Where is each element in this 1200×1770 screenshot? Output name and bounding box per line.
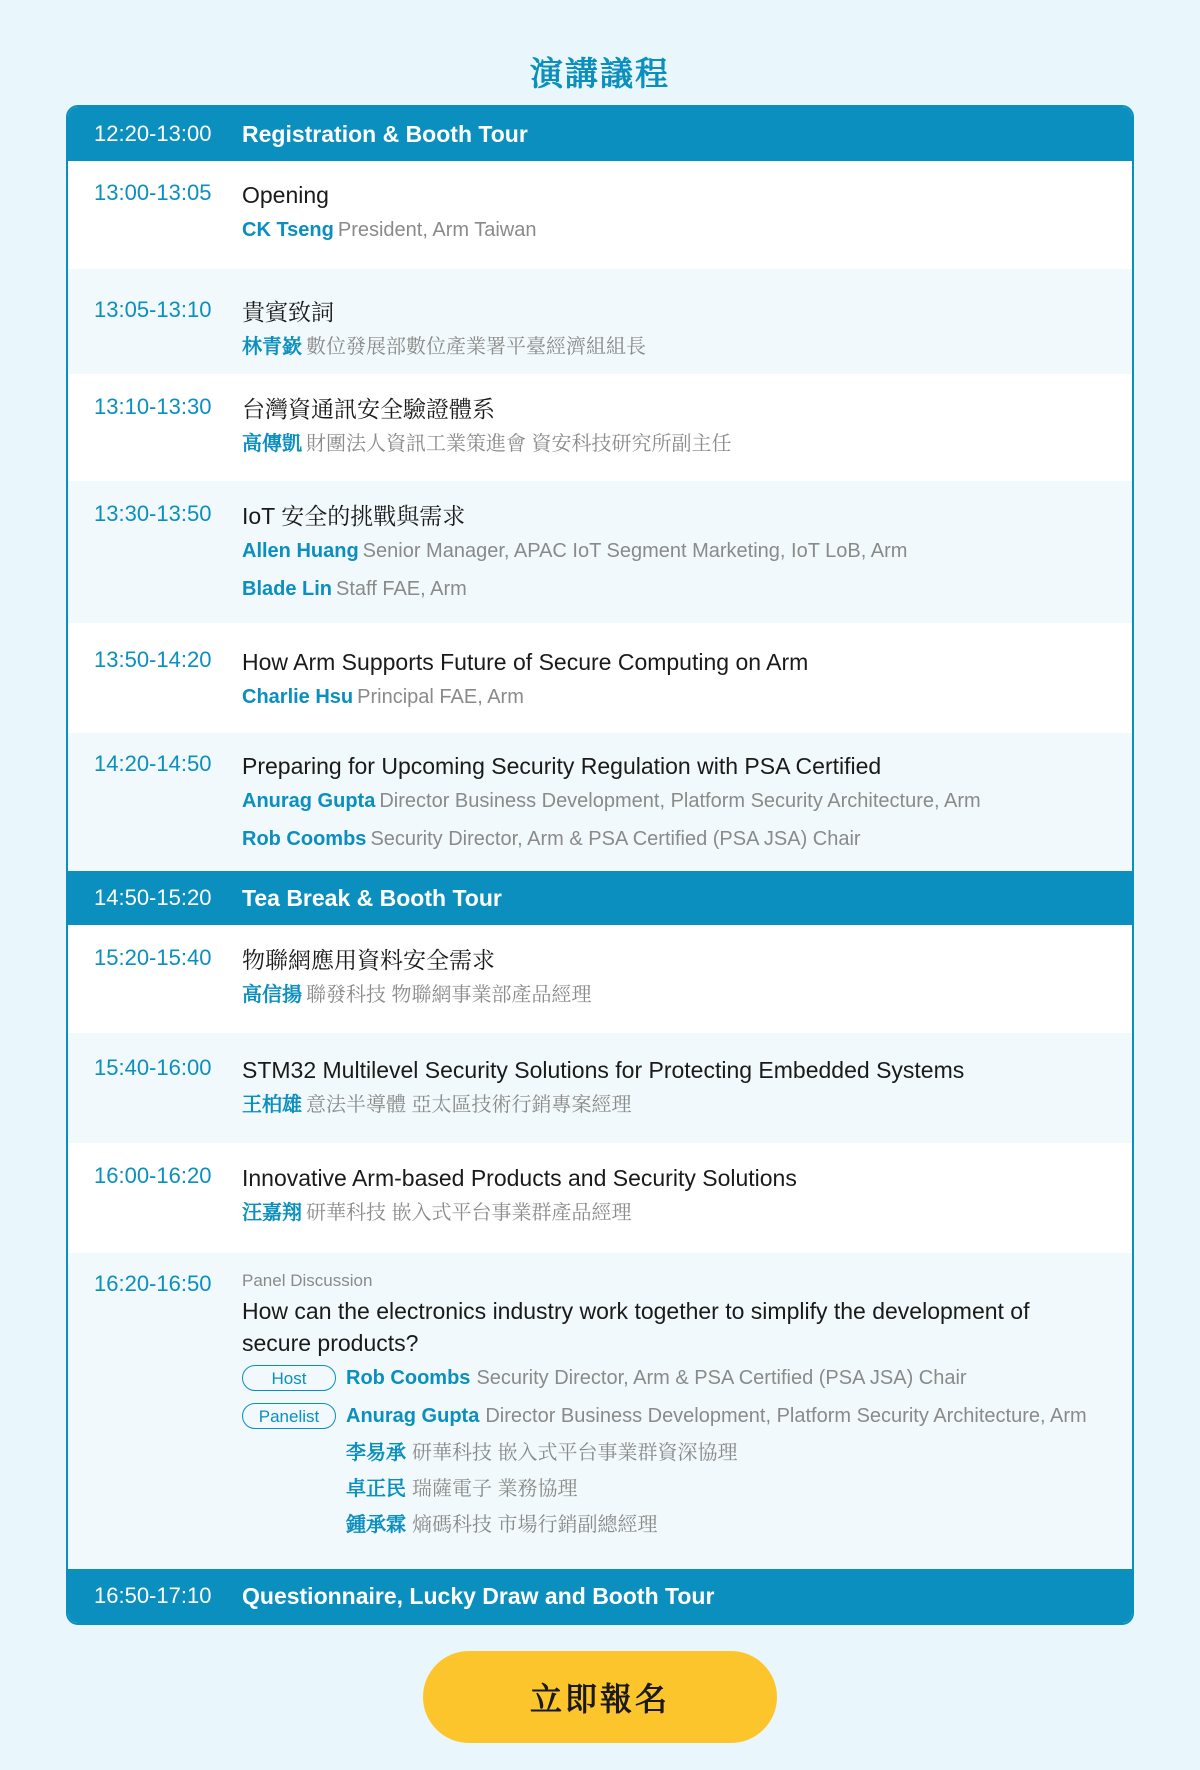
speaker bbox=[242, 577, 1122, 601]
agenda-row bbox=[68, 1143, 1132, 1253]
session-time: 13:05-13:10 bbox=[94, 297, 212, 322]
speaker-role: 數位發展部數位產業署平臺經濟組組長 bbox=[306, 336, 646, 358]
agenda-row bbox=[68, 1033, 1132, 1143]
speaker-name: 汪嘉翔 bbox=[242, 1202, 302, 1224]
speaker-role: 研華科技 嵌入式平台事業群產品經理 bbox=[306, 1202, 632, 1224]
speaker-name: Anurag Gupta bbox=[242, 790, 376, 812]
session-title: Opening bbox=[242, 182, 329, 208]
agenda-row bbox=[68, 623, 1132, 733]
speaker-role: 熵碼科技 市場行銷副總經理 bbox=[412, 1514, 658, 1536]
speaker-name: 王柏雄 bbox=[242, 1094, 302, 1116]
speaker-name: Rob Coombs bbox=[346, 1367, 471, 1389]
speaker-role: 研華科技 嵌入式平台事業群資深協理 bbox=[412, 1442, 738, 1464]
panelist-line bbox=[242, 1441, 1122, 1465]
session-time: 15:40-16:00 bbox=[94, 1055, 212, 1080]
speaker-role: Senior Manager, APAC IoT Segment Marketing, IoT LoB, Arm bbox=[362, 540, 908, 562]
speaker bbox=[242, 539, 1122, 563]
session-time: 14:20-14:50 bbox=[94, 751, 212, 776]
session-time: 15:20-15:40 bbox=[94, 945, 212, 970]
session-title: Preparing for Upcoming Security Regulation with PSA Certified bbox=[242, 753, 882, 779]
speaker-role: Director Business Development, Platform Security Architecture, Arm bbox=[485, 1405, 1087, 1427]
session-title: How Arm Supports Future of Secure Computing on Arm bbox=[242, 649, 809, 675]
agenda-band-row bbox=[68, 1569, 1132, 1623]
agenda-row bbox=[68, 481, 1132, 623]
session-title: IoT 安全的挑戰與需求 bbox=[242, 503, 466, 529]
session-title: 台灣資通訊安全驗證體系 bbox=[242, 396, 495, 422]
session-title: 物聯網應用資料安全需求 bbox=[242, 947, 495, 973]
page-title: 演講議程 bbox=[530, 55, 670, 92]
speaker-name: Anurag Gupta bbox=[346, 1405, 480, 1427]
agenda-row bbox=[68, 374, 1132, 481]
speaker-name: Rob Coombs bbox=[242, 828, 367, 850]
speaker-name: Allen Huang bbox=[242, 540, 359, 562]
speaker-role: Principal FAE, Arm bbox=[357, 686, 524, 708]
panelist-badge: Panelist bbox=[242, 1403, 336, 1429]
session-time: 13:00-13:05 bbox=[94, 180, 212, 205]
speaker bbox=[242, 685, 1122, 709]
agenda-table bbox=[66, 105, 1134, 1625]
session-time: 16:20-16:50 bbox=[94, 1271, 212, 1296]
session-time: 16:50-17:10 bbox=[94, 1583, 212, 1608]
speaker-role: 瑞薩電子 業務協理 bbox=[412, 1478, 578, 1500]
speaker bbox=[242, 218, 1122, 242]
speaker-role: Security Director, Arm & PSA Certified (PSA JSA) Chair bbox=[370, 828, 861, 850]
agenda-row bbox=[68, 161, 1132, 269]
panel-row bbox=[68, 1253, 1132, 1569]
host-line bbox=[242, 1365, 1122, 1391]
panelist-line bbox=[242, 1513, 1122, 1537]
session-time: 13:10-13:30 bbox=[94, 394, 212, 419]
agenda-row bbox=[68, 733, 1132, 871]
session-time: 13:50-14:20 bbox=[94, 647, 212, 672]
speaker-role: 財團法人資訊工業策進會 資安科技研究所副主任 bbox=[306, 433, 732, 455]
speaker-name: 卓正民 bbox=[346, 1478, 406, 1500]
speaker-role: 意法半導體 亞太區技術行銷專案經理 bbox=[306, 1094, 632, 1116]
speaker-name: CK Tseng bbox=[242, 219, 334, 241]
speaker-role: Director Business Development, Platform Security Architecture, Arm bbox=[379, 790, 981, 812]
speaker-name: 李易承 bbox=[346, 1442, 406, 1464]
speaker bbox=[242, 1201, 1122, 1225]
agenda-row bbox=[68, 925, 1132, 1033]
speaker-role: 聯發科技 物聯網事業部產品經理 bbox=[306, 984, 592, 1006]
session-title: STM32 Multilevel Security Solutions for Protecting Embedded Systems bbox=[242, 1057, 965, 1083]
agenda-row bbox=[68, 269, 1132, 374]
session-time: 16:00-16:20 bbox=[94, 1163, 212, 1188]
speaker bbox=[242, 335, 1122, 359]
speaker bbox=[242, 432, 1122, 456]
speaker-role: Staff FAE, Arm bbox=[336, 578, 467, 600]
speaker bbox=[242, 983, 1122, 1007]
speaker-name: 鍾承霖 bbox=[346, 1514, 406, 1536]
speaker bbox=[242, 789, 1122, 813]
agenda-band-row bbox=[68, 871, 1132, 925]
speaker-name: 高傳凱 bbox=[242, 433, 302, 455]
panelist-line bbox=[242, 1477, 1122, 1501]
speaker-name: 高信揚 bbox=[242, 984, 302, 1006]
speaker-name: Charlie Hsu bbox=[242, 686, 354, 708]
session-time: 12:20-13:00 bbox=[94, 121, 212, 146]
speaker-role: President, Arm Taiwan bbox=[337, 219, 537, 241]
register-button[interactable]: 立即報名 bbox=[423, 1651, 777, 1743]
band-label: Registration & Booth Tour bbox=[242, 120, 528, 147]
session-title: How can the electronics industry work together to simplify the development of secure products? bbox=[242, 1298, 1030, 1356]
speaker-role: Security Director, Arm & PSA Certified (PSA JSA) Chair bbox=[476, 1367, 967, 1389]
panel-tag: Panel Discussion bbox=[242, 1271, 373, 1290]
panelist-line bbox=[242, 1403, 1122, 1429]
session-title: Innovative Arm-based Products and Security Solutions bbox=[242, 1165, 797, 1191]
speaker bbox=[242, 1093, 1122, 1117]
agenda-band-row bbox=[68, 107, 1132, 161]
speaker-name: 林青嶔 bbox=[242, 336, 302, 358]
host-badge: Host bbox=[242, 1365, 336, 1391]
speaker-name: Blade Lin bbox=[242, 578, 333, 600]
band-label: Tea Break & Booth Tour bbox=[242, 884, 502, 911]
band-label: Questionnaire, Lucky Draw and Booth Tour bbox=[242, 1582, 715, 1609]
speaker bbox=[242, 827, 1122, 851]
session-time: 13:30-13:50 bbox=[94, 501, 212, 526]
session-time: 14:50-15:20 bbox=[94, 885, 212, 910]
session-title: 貴賓致詞 bbox=[242, 299, 334, 325]
